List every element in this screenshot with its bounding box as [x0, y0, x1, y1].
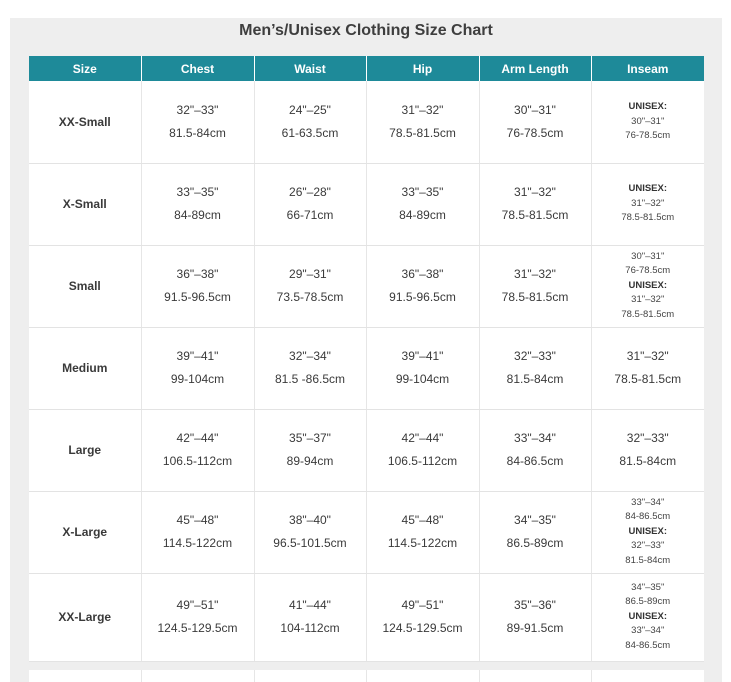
waist-cm: 81.5 -86.5cm: [274, 372, 346, 386]
hip-inches: 36"–38": [401, 267, 444, 281]
chest-cm: 106.5-112cm: [162, 454, 233, 468]
size-label: Large: [29, 409, 141, 491]
waist-inches: 26"–28": [289, 185, 331, 199]
chest-cell: [141, 573, 254, 661]
table-body: [29, 81, 704, 661]
arm-cell: [479, 409, 591, 491]
waist-inches: 41"–44": [289, 598, 331, 612]
chest-inches: 49"–51": [176, 598, 219, 612]
inseam-value: 81.5-84cm: [625, 554, 671, 566]
waist-cm: 61-63.5cm: [281, 125, 339, 140]
inseam-value: 78.5-81.5cm: [621, 308, 675, 320]
waist-cm: 104-112cm: [280, 621, 340, 635]
inseam-cell: [591, 327, 704, 409]
arm-cm: 86.5-89cm: [506, 536, 564, 550]
inseam-value: 31"–32": [631, 294, 665, 306]
inseam-value: 84-86.5cm: [625, 511, 671, 523]
waist-cell: [254, 81, 366, 163]
arm-cm: 76-78.5cm: [506, 125, 564, 140]
size-label: X-Large: [29, 491, 141, 573]
header-row: [29, 56, 704, 81]
waist-inches: 35"–37": [289, 431, 331, 445]
size-label: X-Small: [29, 163, 141, 245]
chest-cm: 114.5-122cm: [162, 536, 233, 550]
size-label: XX-Small: [29, 81, 141, 163]
arm-cm: 89-91.5cm: [506, 621, 564, 635]
inseam-value: 30"–31": [631, 115, 665, 127]
hip-cm: 84-89cm: [399, 208, 446, 222]
inseam-value: 34"–35": [631, 581, 665, 593]
arm-inches: 31"–32": [514, 267, 556, 281]
inseam-value: 31"–32": [626, 349, 669, 363]
inseam-value: 33"–34": [631, 625, 665, 637]
waist-cm: 89-94cm: [286, 454, 334, 468]
chest-cm: 84-89cm: [174, 208, 221, 222]
hip-inches: 49"–51": [401, 598, 444, 612]
hip-cm: 78.5-81.5cm: [389, 125, 456, 140]
inseam-cell: [591, 245, 704, 327]
chest-cell: [141, 245, 254, 327]
inseam-cell: [591, 81, 704, 163]
waist-inches: 32"–34": [289, 349, 331, 363]
waist-cell: [254, 245, 366, 327]
hip-inches: 31"–32": [401, 102, 444, 117]
chest-cm: 81.5-84cm: [169, 125, 226, 140]
inseam-value: 81.5-84cm: [619, 454, 677, 468]
inseam-cell: [591, 491, 704, 573]
waist-cell: [254, 327, 366, 409]
size-chart-table: [29, 56, 704, 662]
hip-cm: 114.5-122cm: [387, 536, 458, 550]
waist-inches: 38"–40": [289, 513, 331, 527]
hip-cell: [366, 327, 479, 409]
waist-cm: 66-71cm: [286, 208, 334, 222]
inseam-unisex-label: UNISEX:: [628, 610, 668, 622]
arm-cell: [479, 327, 591, 409]
arm-inches: 30"–31": [514, 102, 556, 117]
inseam-unisex-label: UNISEX:: [628, 525, 668, 537]
hip-inches: 45"–48": [401, 513, 444, 527]
chest-cell: [141, 491, 254, 573]
waist-inches: 24"–25": [289, 102, 331, 117]
hip-cm: 91.5-96.5cm: [389, 290, 456, 304]
table-row: [29, 245, 704, 327]
inseam-value: 86.5-89cm: [625, 596, 671, 608]
header-arm-length: Arm Length: [479, 56, 591, 81]
hip-cell: [366, 573, 479, 661]
chart-title: Men’s/Unisex Clothing Size Chart: [239, 22, 493, 39]
table-row: [29, 409, 704, 491]
table-row: [29, 163, 704, 245]
hip-inches: 42"–44": [401, 431, 444, 445]
size-label: XX-Large: [29, 573, 141, 661]
inseam-cell: [591, 409, 704, 491]
header-waist: Waist: [254, 56, 366, 81]
inseam-value: 33"–34": [631, 496, 665, 508]
chest-cell: [141, 409, 254, 491]
inseam-value: 76-78.5cm: [625, 130, 671, 141]
arm-cm: 78.5-81.5cm: [501, 208, 569, 222]
header-chest: Chest: [141, 56, 254, 81]
arm-cell: [479, 81, 591, 163]
arm-inches: 34"–35": [514, 513, 556, 527]
chest-cell: [141, 163, 254, 245]
size-label: Medium: [29, 327, 141, 409]
table-row: [29, 491, 704, 573]
chest-inches: 45"–48": [176, 513, 219, 527]
arm-cm: 84-86.5cm: [506, 454, 564, 468]
hip-cell: [366, 163, 479, 245]
chest-cell: [141, 81, 254, 163]
arm-cell: [479, 491, 591, 573]
chest-inches: 36"–38": [176, 267, 219, 281]
inseam-value: 31"–32": [631, 197, 665, 209]
size-label: Small: [29, 245, 141, 327]
chest-cm: 124.5-129.5cm: [157, 621, 238, 635]
inseam-unisex-label: UNISEX:: [628, 101, 668, 112]
inseam-value: 76-78.5cm: [625, 265, 671, 277]
waist-cell: [254, 573, 366, 661]
arm-cell: [479, 163, 591, 245]
waist-cell: [254, 163, 366, 245]
inseam-value: 84-86.5cm: [625, 639, 671, 651]
inseam-unisex-label: UNISEX:: [628, 279, 668, 291]
chest-cm: 99-104cm: [170, 372, 225, 386]
inseam-unisex-label: UNISEX:: [628, 183, 668, 195]
inseam-cell: [591, 163, 704, 245]
table-continuation: [29, 670, 704, 682]
inseam-value: 32"–33": [631, 540, 665, 552]
waist-cell: [254, 491, 366, 573]
inseam-cell: [591, 573, 704, 661]
arm-cm: 81.5-84cm: [506, 372, 564, 386]
inseam-value: 32"–33": [626, 431, 669, 445]
arm-inches: 32"–33": [514, 349, 556, 363]
inseam-value: 30"–31": [631, 250, 665, 262]
arm-cell: [479, 245, 591, 327]
chest-cm: 91.5-96.5cm: [164, 290, 231, 304]
hip-cell: [366, 81, 479, 163]
inseam-value: 78.5-81.5cm: [614, 372, 682, 386]
arm-inches: 31"–32": [514, 185, 556, 199]
chest-inches: 39"–41": [176, 349, 219, 363]
hip-inches: 33"–35": [401, 185, 444, 199]
table-row: [29, 81, 704, 163]
hip-cell: [366, 245, 479, 327]
header-hip: Hip: [366, 56, 479, 81]
hip-cm: 124.5-129.5cm: [382, 621, 463, 635]
table-row: [29, 573, 704, 661]
waist-cm: 96.5-101.5cm: [273, 536, 347, 550]
chest-inches: 42"–44": [176, 431, 219, 445]
waist-cm: 73.5-78.5cm: [276, 290, 344, 304]
header-size: Size: [29, 56, 141, 81]
chest-cell: [141, 327, 254, 409]
table-row: [29, 327, 704, 409]
chest-inches: 33"–35": [176, 185, 219, 199]
header-inseam: Inseam: [591, 56, 704, 81]
inseam-value: 78.5-81.5cm: [621, 212, 675, 224]
hip-cell: [366, 491, 479, 573]
arm-cm: 78.5-81.5cm: [501, 290, 569, 304]
waist-inches: 29"–31": [289, 267, 331, 281]
waist-cell: [254, 409, 366, 491]
arm-inches: 33"–34": [514, 431, 556, 445]
hip-inches: 39"–41": [401, 349, 444, 363]
chest-inches: 32"–33": [176, 102, 219, 117]
hip-cm: 106.5-112cm: [387, 454, 458, 468]
hip-cell: [366, 409, 479, 491]
arm-inches: 35"–36": [514, 598, 556, 612]
arm-cell: [479, 573, 591, 661]
hip-cm: 99-104cm: [395, 372, 450, 386]
